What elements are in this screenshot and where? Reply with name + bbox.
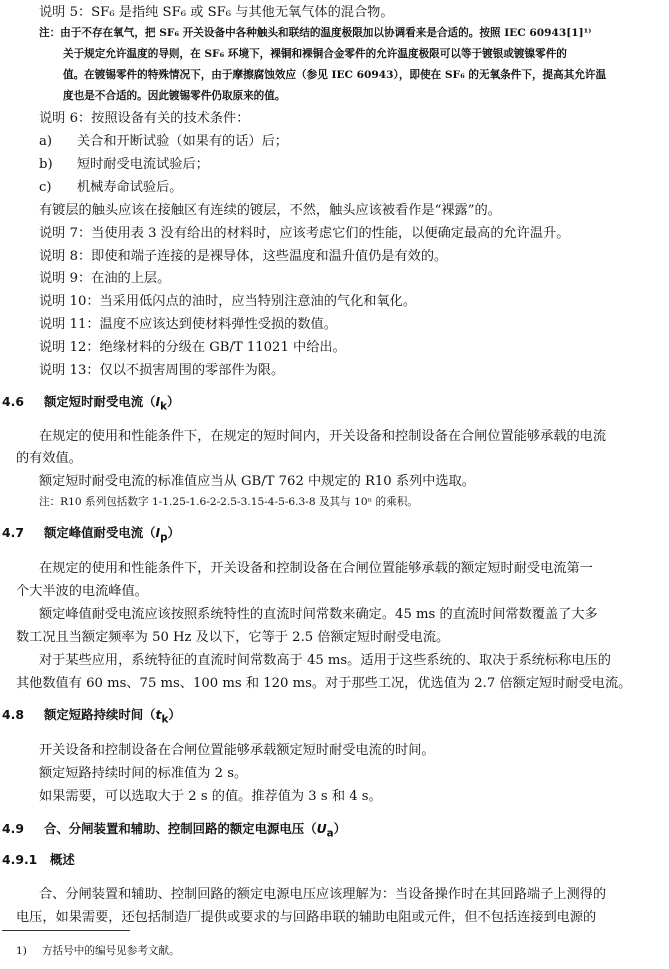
section-title: 额定短路持续时间（	[44, 707, 156, 722]
section-number: 4.8	[2, 707, 24, 722]
footnote-text: 方括号中的编号见参考文献。	[42, 945, 180, 957]
s47-p1-line-2: 个大半波的电流峰值。	[16, 584, 148, 599]
s47-p3-line-2: 其他数值有 60 ms、75 ms、100 ms 和 120 ms。对于那些工况，优选值为 2.7 倍额定短时耐受电流。	[16, 676, 632, 691]
footnote-rule	[2, 930, 130, 931]
section-4-8-heading	[2, 706, 181, 728]
footnote	[16, 944, 180, 959]
note-6-item-a	[39, 133, 288, 151]
item-label: b)	[39, 157, 53, 172]
note-6-item-b	[39, 156, 209, 174]
s48-p1: 开关设备和控制设备在合闸位置能够承载额定短时耐受电流的时间。	[39, 743, 435, 758]
s48-p3: 如果需要，可以选取大于 2 s 的值。推荐值为 3 s 和 4 s。	[39, 789, 382, 804]
section-number: 4.6	[2, 394, 24, 409]
item-label: a)	[39, 134, 53, 149]
item-text: 关合和开断试验（如果有的话）后；	[77, 134, 288, 149]
section-4-9-heading	[2, 820, 346, 842]
note-10: 说明 10：当采用低闪点的油时，应当特别注意油的气化和氧化。	[39, 294, 417, 309]
item-text: 短时耐受电流试验后；	[77, 157, 209, 172]
s47-p2-line-1: 额定峰值耐受电流应该按照系统特性的直流时间常数来确定。45 ms 的直流时间常数覆盖了大多	[39, 607, 598, 622]
section-number: 4.9	[2, 821, 24, 836]
subscript: k	[161, 713, 169, 726]
section-number: 4.9.1	[2, 852, 38, 867]
s46-note: 注：R10 系列包括数字 1-1.25-1.6-2-2.5-3.15-4-5-6.3-8 及其与 10ⁿ 的乘积。	[39, 496, 418, 508]
section-title-close: ）	[167, 525, 180, 540]
s47-p1-line-1: 在规定的使用和性能条件下，开关设备和控制设备在合闸位置能够承载的额定短时耐受电流第一	[39, 561, 593, 576]
s47-p3-line-1: 对于某些应用，系统特征的直流时间常数高于 45 ms。适用于这些系统的、取决于系统标称电压的	[39, 653, 611, 668]
note-6-intro: 说明 6：按照设备有关的技术条件：	[39, 111, 250, 126]
subscript: k	[160, 400, 168, 413]
s46-p2: 额定短时耐受电流的标准值应当从 GB/T 762 中规定的 R10 系列中选取。	[39, 474, 475, 489]
note-7: 说明 7：当使用表 3 没有给出的材料时，应该考虑它们的性能，以便确定最高的允许温升。	[39, 226, 570, 241]
section-title-close: ）	[168, 707, 181, 722]
section-title-close: ）	[167, 394, 180, 409]
section-title-close: ）	[333, 821, 347, 836]
note-9: 说明 9：在油的上层。	[39, 271, 171, 286]
note-12: 说明 12：绝缘材料的分级在 GB/T 11021 中给出。	[39, 340, 346, 355]
s46-p1-line-2: 的有效值。	[16, 451, 82, 466]
section-title: 概述	[50, 852, 75, 867]
s46-p1-line-1: 在规定的使用和性能条件下，在规定的短时间内，开关设备和控制设备在合闸位置能够承载的电流	[39, 429, 607, 444]
section-title: 合、分闸装置和辅助、控制回路的额定电源电压（	[44, 821, 317, 836]
symbol: U	[316, 821, 327, 836]
symbol: I	[155, 394, 161, 409]
note-sf6-line-2: 关于规定允许温度的导则，在 SF₆ 环境下，裸铜和裸铜合金零件的允许温度极限可以等于镀银或镀镍零件的	[63, 48, 567, 60]
note-sf6-line-3: 值。在镀锡零件的特殊情况下，由于摩擦腐蚀效应（参见 IEC 60943），即使在 SF₆ 的无氧条件下，提高其允许温	[63, 69, 607, 81]
note-13: 说明 13：仅以不损害周围的零部件为限。	[39, 363, 285, 378]
section-4-6-heading	[2, 393, 179, 415]
symbol: t	[155, 707, 162, 722]
s48-p2: 额定短路持续时间的标准值为 2 s。	[39, 766, 248, 781]
note-5: 说明 5：SF₆ 是指纯 SF₆ 或 SF₆ 与其他无氧气体的混合物。	[39, 5, 394, 20]
section-number: 4.7	[2, 525, 24, 540]
item-text: 机械寿命试验后。	[77, 180, 183, 195]
note-11: 说明 11：温度不应该达到使材料弹性受损的数值。	[39, 317, 337, 332]
subscript: a	[326, 827, 334, 840]
note-6-after: 有镀层的触头应该在接触区有连续的镀层，不然，触头应该被看作是“裸露”的。	[39, 203, 501, 218]
section-title: 额定峰值耐受电流（	[44, 525, 156, 540]
section-4-9-1-heading	[2, 851, 75, 869]
note-sf6-line-4: 度也是不合适的。因此镀锡零件仍取原来的值。	[63, 90, 286, 102]
s47-p2-line-2: 数工况且当额定频率为 50 Hz 及以下，它等于 2.5 倍额定短时耐受电流。	[16, 630, 450, 645]
s491-p1-line-1: 合、分闸装置和辅助、控制回路的额定电源电压应该理解为：当设备操作时在其回路端子上测得的	[39, 887, 607, 902]
footnote-label: 1)	[16, 945, 27, 957]
s491-p1-line-2: 电压，如果需要，还包括制造厂提供或要求的与回路串联的辅助电阻或元件，但不包括连接到电源的	[16, 910, 597, 925]
subscript: p	[160, 531, 168, 544]
symbol: I	[155, 525, 161, 540]
section-title: 额定短时耐受电流（	[44, 394, 156, 409]
note-sf6-line-1: 注：由于不存在氧气，把 SF₆ 开关设备中各种触头和联结的温度极限加以协调看来是合适的。按照 IEC 60943[1]¹⁾	[39, 27, 592, 39]
section-4-7-heading	[2, 524, 180, 546]
note-6-item-c	[39, 179, 183, 197]
note-8: 说明 8：即使和端子连接的是裸导体，这些温度和温升值仍是有效的。	[39, 249, 448, 264]
item-label: c)	[39, 180, 52, 195]
